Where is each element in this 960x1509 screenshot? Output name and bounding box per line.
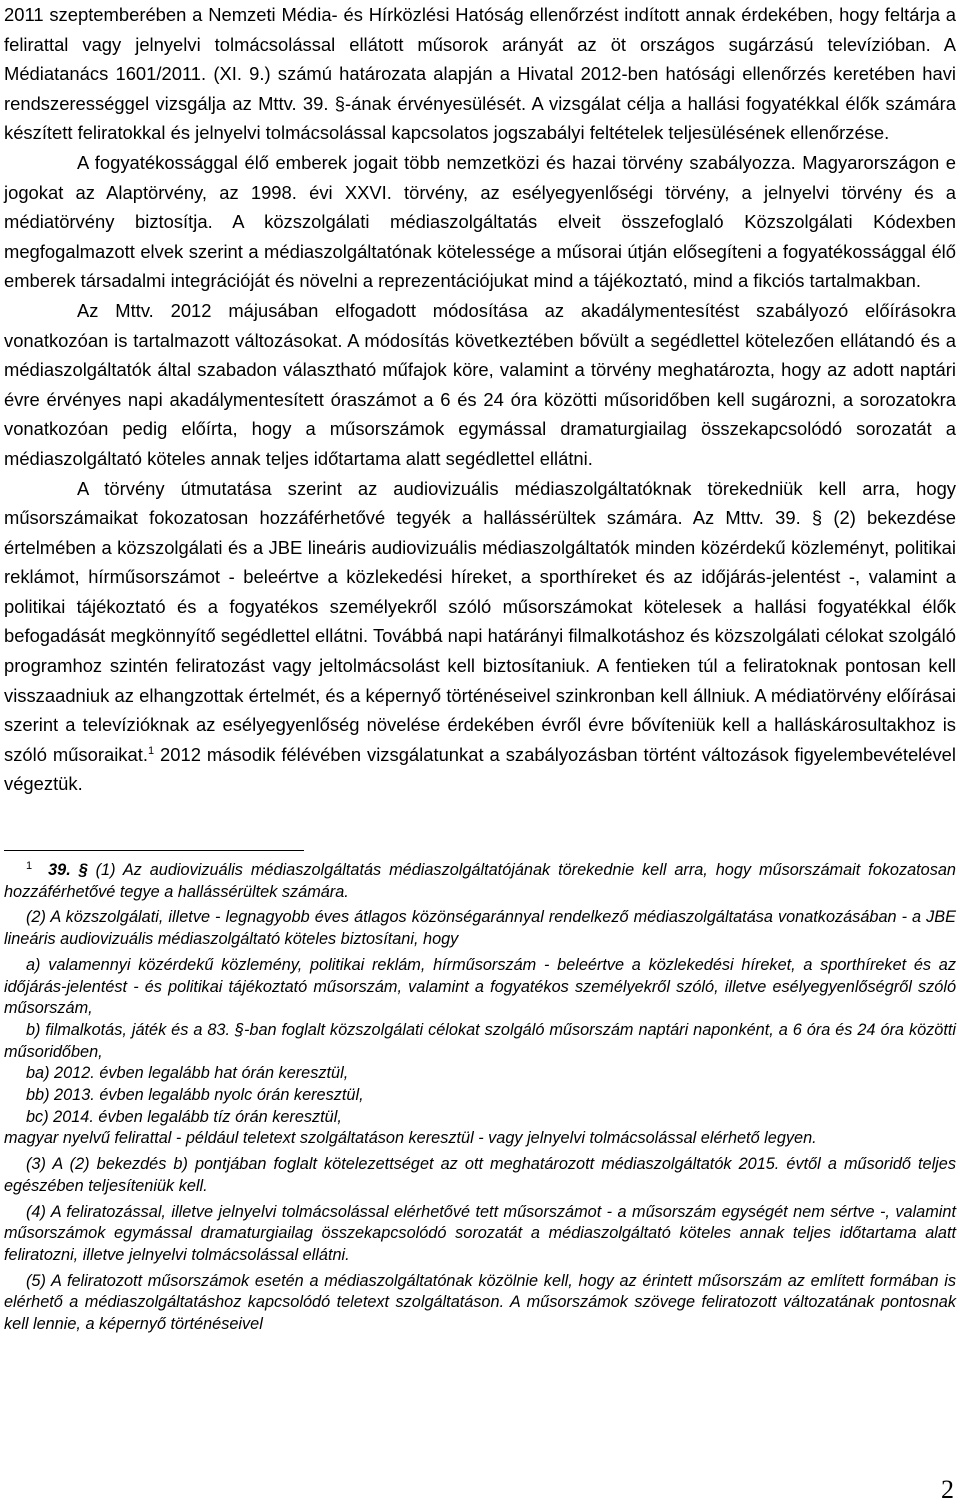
- footnote-1-item-a: a) valamennyi közérdekű közlemény, politikai reklám, hírműsorszám - beleértve a közlekedési híreket, a sporthíreket és az időjárás-jelentést - és politikai tájékoztató műsorszám, valamint a fogyatékos személyekről szóló, illetve esélyegyenlőségről szóló műsorszám,: [4, 955, 956, 1018]
- paragraph-4-end: 2012 második félévében vizsgálatunkat a szabályozásban történt változások figyelembevételével végeztük.: [4, 743, 956, 795]
- footnote-1-para-2: (2) A közszolgálati, illetve - legnagyobb éves átlagos közönségaránnyal rendelkező médiaszolgáltatása vonatkozásában - a JBE lineáris audiovizuális médiaszolgáltató köteles biztosítani, hogy: [4, 908, 956, 949]
- footnote-1-item-bc: bc) 2014. évben legalább tíz órán keresztül,: [26, 1107, 342, 1126]
- footnote-1-item-b: b) filmalkotás, játék és a 83. §-ban foglalt közszolgálati célokat szolgáló műsorszám naptári naponként, a 6 óra és 24 óra közötti műsoridőben,: [4, 1020, 956, 1061]
- paragraph-1: [4, 0, 956, 148]
- footnote-1-para-4: (4) A feliratozással, illetve jelnyelvi tolmácsolással elérhetővé tett műsorszámot - a műsorszám egységét nem sértve -, valamint műsorszámok egymással dramaturgiailag összekapcsolódó sorozatát a médiaszolgáltató köteles annak teljes időtartama alatt feliratozni, illetve jelnyelvi tolmácsolással ellátni.: [4, 1202, 956, 1264]
- footnote-1-item-bb: bb) 2013. évben legalább nyolc órán keresztül,: [26, 1086, 364, 1105]
- paragraph-4-text: A törvény útmutatása szerint az audiovizuális médiaszolgáltatóknak törekedniük kell arra, hogy műsorszámaikat fokozatosan hozzáférhetővé tegyék a hallássérültek számára. Az Mttv. 39. § (2) bekezdése értelmében a közszolgálati és a JBE lineáris audiovizuális médiaszolgáltatók minden közérdekű közleményt, politikai reklámot, hírműsorszámot - beleértve a közlekedési híreket, a sporthíreket és az időjárás-jelentést -, valamint a politikai tájékoztató és a fogyatékos személyekről szóló műsorszámokat kötelesek a hallási fogyatékkal élők befogadását megkönnyítő segédlettel ellátni. Továbbá napi határányi filmalkotáshoz és közszolgálati célokat szolgáló programhoz szintén feliratozást vagy jeltolmácsolást kell biztosítaniuk. A fentieken túl a feliratoknak pontosan kell visszaadniuk az elhangzottak értelmét, és a képernyő történéseivel szinkronban kell állniuk. A médiatörvény előírásai szerint a televízióknak az esélyegyenlőség növelése érdekében évről évre bővíteniük kell a halláskárosultakhoz is szóló műsoraikat.: [4, 477, 956, 765]
- footnote-text-1: (1) Az audiovizuális médiaszolgáltatás médiaszolgáltatójának törekednie kell arra, hogy műsorszámait fokozatosan hozzáférhetővé tegye a hallássérültek számára.: [4, 861, 956, 901]
- paragraph-1-text: 2011 szeptemberében a Nemzeti Média- és Hírközlési Hatóság ellenőrzést indított annak érdekében, hogy feltárja a felirattal vagy jelnyelvi tolmácsolással ellátott műsorok arányát az öt országos sugárzású televízióban. A Médiatanács 1601/2011. (XI. 9.) számú határozata alapján a Hivatal 2012-ben hatósági ellenőrzés keretében havi rendszerességgel vizsgálja az Mttv. 39. §-ának érvényesülését. A vizsgálat célja a hallási fogyatékkal élők számára készített feliratokkal és jelnyelvi tolmácsolással kapcsolatos jogszabályi feltételek teljesülésének ellenőrzése.: [4, 4, 956, 144]
- footnote-separator: [4, 850, 304, 851]
- body-text: [4, 0, 956, 799]
- footnote-1-para-1: [4, 860, 956, 903]
- footnote-1-item-ba: ba) 2012. évben legalább hat órán keresztül,: [26, 1064, 349, 1083]
- paragraph-2: A fogyatékossággal élő emberek jogait több nemzetközi és hazai törvény szabályozza. Magyarországon e jogokat az Alaptörvény, az 1998. évi XXVI. törvény, az esélyegyenlőségi törvény, a jelnyelvi törvény és a médiatörvény biztosítja. A közszolgálati médiaszolgáltatás elveit összefoglaló Közszolgálati Kódexben megfogalmazott elvek szerint a médiaszolgáltatónak kötelessége a műsorai útján elősegíteni a fogyatékossággal élő emberek társadalmi integrációját és növelni a reprezentációjukat mind a tájékoztató, mind a fikciós tartalmakban.: [4, 151, 956, 292]
- paragraph-4: [4, 474, 956, 800]
- page-number: 2: [941, 1475, 954, 1504]
- footnote-mark: 1: [26, 859, 33, 872]
- footnote-1-para-5: (5) A feliratozott műsorszámok esetén a médiaszolgáltatónak közölnie kell, hogy az érintett műsorszám az említett formában is elérhető a médiaszolgáltatáshoz kapcsolódó teletext szolgáltatáson. A műsorszámok szövege feliratozott változatának pontosnak kell lennie, a képernyő történéseivel: [4, 1271, 956, 1334]
- footnote-reference: 1: [147, 744, 155, 757]
- paragraph-3: Az Mttv. 2012 májusában elfogadott módosítása az akadálymentesítést szabályozó előírásokra vonatkozóan is tartalmazott változásokat. A módosítás következtében bővült a segédlettel kötelezően ellátandó és a médiaszolgáltatók által szabadon választható műfajok köre, valamint a törvény meghatározta, hogy az adott naptári évre érvényes napi akadálymentesített óraszámot a 6 és 24 óra közötti műsoridőben kell sugározni, a sorozatokra vonatkozóan pedig előírta, hogy a műsorszámok egymással dramaturgiailag összekapcsolódó sorozatát a médiaszolgáltató köteles annak teljes időtartama alatt segédlettel ellátni.: [4, 299, 956, 469]
- footnotes: [4, 856, 956, 1336]
- footnote-section-ref: 39. §: [48, 861, 88, 879]
- footnote-1-para-2-end: magyar nyelvű felirattal - például teletext szolgáltatáson keresztül - vagy jelnyelvi tolmácsolással elérhető legyen.: [4, 1129, 817, 1148]
- footnote-1-para-3: (3) A (2) bekezdés b) pontjában foglalt kötelezettséget az ott meghatározott médiaszolgáltatók 2015. évtől a műsoridő teljes egészében teljesíteniük kell.: [4, 1155, 956, 1195]
